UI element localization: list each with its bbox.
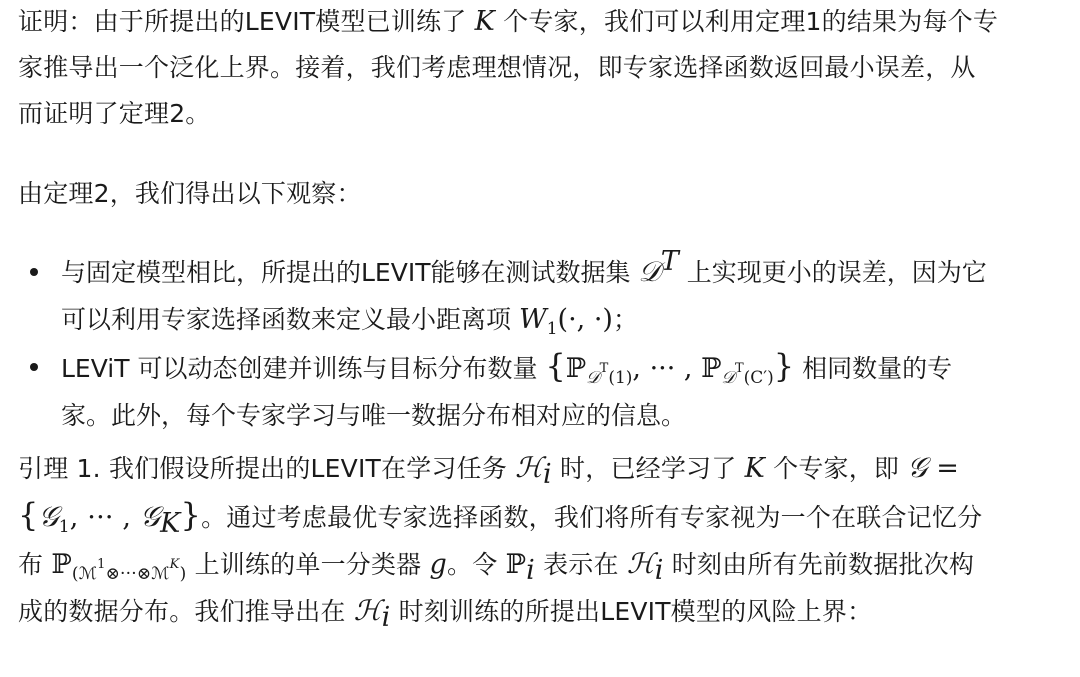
list-item	[18, 248, 1068, 343]
text-line: 而证明了定理2。	[18, 99, 211, 128]
text-span: 。令	[447, 550, 506, 579]
math-sub-i: i	[381, 602, 391, 633]
text-span: 表示在	[534, 550, 627, 579]
math-arg: (C′)	[743, 368, 774, 388]
lemma-paragraph	[18, 445, 982, 635]
text-span: 布	[18, 550, 52, 579]
observation-intro: 由定理2，我们得出以下观察：	[18, 179, 362, 208]
math-sub-i: i	[654, 555, 664, 586]
math-dots: , ··· ,	[632, 353, 702, 384]
math-P: ℙ	[505, 549, 527, 580]
math-tensor: ⊗···⊗ℳ	[105, 564, 170, 584]
text-span: 可以利用专家选择函数来定义最小距离项	[61, 305, 519, 334]
math-sup-T: T	[660, 246, 679, 277]
math-D: 𝒟	[586, 368, 600, 388]
math-paren: )	[179, 564, 187, 584]
math-G: 𝒢	[140, 500, 161, 533]
math-P: ℙ	[701, 353, 722, 384]
text-line	[18, 588, 982, 635]
text-span: 与固定模型相比，所提出的LEVIT能够在测试数据集	[61, 258, 639, 287]
text-span: 上实现更小的误差，因为它	[678, 258, 987, 287]
math-sup-1: 1	[97, 557, 106, 572]
math-sub-i: i	[526, 555, 535, 586]
observation-list	[18, 248, 1068, 439]
math-arg: (1)	[608, 368, 633, 388]
text-line	[18, 492, 982, 541]
math-D: 𝒟	[721, 368, 735, 388]
text-span: 时刻由所有先前数据批次构	[663, 550, 975, 579]
math-sup-T: T	[734, 361, 744, 376]
math-H: ℋ	[515, 451, 544, 484]
text-span: LEViT 可以动态创建并训练与目标分布数量	[61, 354, 546, 383]
math-sub	[586, 361, 633, 388]
text-span: ；	[612, 305, 638, 334]
text-line	[61, 248, 1068, 296]
math-M: (ℳ	[71, 564, 98, 584]
text-span: 个专家，我们可以利用定理1的结果为每个专	[495, 7, 999, 36]
math-sub-i: i	[543, 459, 552, 490]
math-g: g	[429, 549, 448, 580]
math-H: ℋ	[353, 594, 382, 627]
text-line	[18, 0, 998, 45]
math-equals: =	[927, 453, 960, 484]
math-W: W	[518, 304, 547, 335]
math-lbrace: {	[18, 496, 39, 534]
math-sub	[721, 361, 774, 388]
math-K: K	[744, 453, 765, 484]
bullet-icon	[30, 268, 38, 276]
text-span: 相同数量的专	[794, 354, 953, 383]
math-G: 𝒢	[38, 500, 59, 533]
text-line	[18, 445, 982, 492]
proof-paragraph	[18, 0, 998, 137]
math-sup-K: K	[169, 557, 180, 572]
math-P: ℙ	[51, 549, 72, 580]
math-sub	[71, 557, 187, 584]
math-rbrace: }	[773, 347, 795, 385]
math-P: ℙ	[565, 353, 587, 384]
math-sub-K: K	[160, 508, 181, 539]
text-line	[61, 296, 1068, 343]
text-span: 时刻训练的所提出LEVIT模型的风险上界：	[390, 597, 873, 626]
text-span: 个专家，即	[764, 454, 908, 483]
text-span: 。通过考虑最优专家选择函数，我们将所有专家视为一个在联合记忆分	[201, 503, 983, 532]
text-line	[18, 541, 982, 588]
text-line	[61, 343, 1068, 392]
math-H: ℋ	[626, 547, 655, 580]
text-span: 上训练的单一分类器	[186, 550, 430, 579]
math-sup-T: T	[599, 361, 609, 376]
math-dots: , ··· ,	[69, 502, 140, 533]
math-sub-1: 1	[58, 517, 70, 537]
list-item	[18, 343, 1068, 439]
math-args: (·, ·)	[557, 304, 613, 335]
math-lbrace: {	[545, 347, 566, 385]
text-span: 成的数据分布。我们推导出在	[18, 597, 354, 626]
math-K: K	[474, 6, 495, 37]
text-line: 家。此外，每个专家学习与唯一数据分布相对应的信息。	[61, 401, 687, 430]
text-line: 家推导出一个泛化上界。接着，我们考虑理想情况，即专家选择函数返回最小误差，从	[18, 53, 976, 82]
math-rbrace: }	[180, 496, 202, 534]
text-span: 引理 1. 我们假设所提出的LEVIT在学习任务	[18, 454, 516, 483]
bullet-icon	[30, 363, 38, 371]
text-span: 证明：由于所提出的LEVIT模型已训练了	[18, 7, 475, 36]
math-G: 𝒢	[907, 451, 928, 484]
math-sub-1: 1	[546, 319, 558, 339]
text-span: 时，已经学习了	[551, 454, 745, 483]
math-D: 𝒟	[638, 255, 661, 288]
